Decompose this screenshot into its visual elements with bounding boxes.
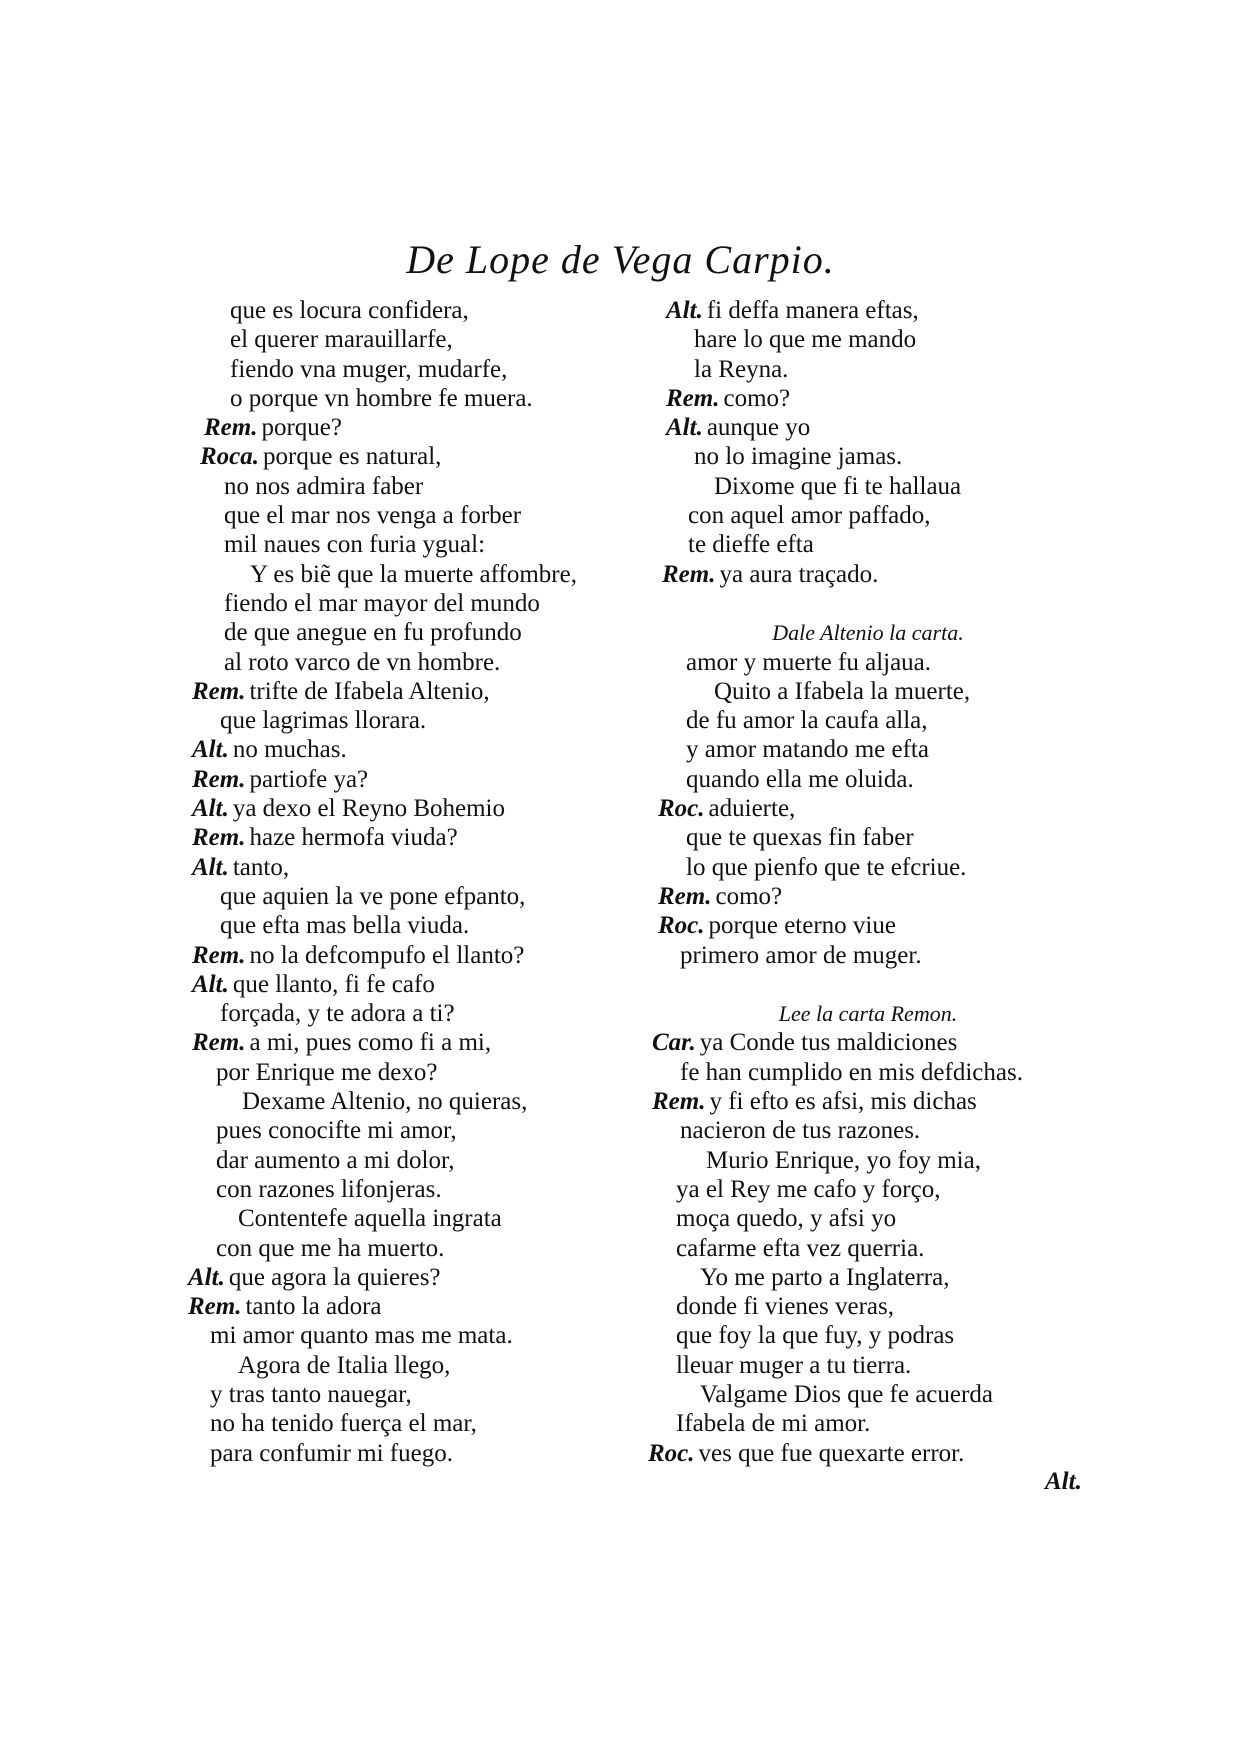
verse-text: pues conocifte mi amor, <box>216 1117 457 1145</box>
verse-line <box>648 384 1088 413</box>
verse-line <box>648 355 1088 384</box>
verse-line <box>648 735 1088 764</box>
verse-line <box>648 1321 1088 1350</box>
verse-text: porque es natural, <box>263 443 442 471</box>
verse-line <box>188 589 658 618</box>
stage-direction: Dale Altenio la carta. <box>772 620 964 646</box>
page-header: De Lope de Vega Carpio. <box>406 237 835 282</box>
verse-line <box>648 296 1088 325</box>
verse-line <box>188 1028 658 1057</box>
verse-line <box>188 1087 658 1116</box>
verse-text: Y es biẽ que la muerte affombre, <box>250 560 577 588</box>
verse-line <box>648 472 1088 501</box>
verse-line <box>648 1087 1088 1116</box>
verse-line <box>188 1175 658 1204</box>
verse-text: tanto, <box>232 853 290 881</box>
verse-text: por Enrique me dexo? <box>216 1058 438 1086</box>
verse-line <box>188 472 658 501</box>
verse-text: para confumir mi fuego. <box>210 1439 453 1467</box>
verse-line <box>648 677 1088 706</box>
verse-line <box>188 1116 658 1145</box>
speaker-label: Roc. <box>648 1439 695 1467</box>
verse-text: al roto varco de vn hombre. <box>224 648 501 676</box>
blank-line <box>648 970 1088 999</box>
verse-text: que lagrimas llorara. <box>220 707 427 735</box>
verse-text: Valgame Dios que fe acuerda <box>700 1380 993 1408</box>
verse-text: mi amor quanto mas me mata. <box>210 1322 513 1350</box>
verse-line <box>188 501 658 530</box>
verse-text: moça quedo, y afsi yo <box>676 1205 897 1233</box>
verse-line <box>648 1175 1088 1204</box>
verse-line <box>648 1439 1088 1468</box>
verse-text: donde fi vienes veras, <box>676 1293 894 1321</box>
verse-text: lleuar muger a tu tierra. <box>676 1351 912 1379</box>
speaker-label: Rem. <box>188 1293 242 1321</box>
verse-line <box>648 794 1088 823</box>
catchword: Alt. <box>1045 1468 1082 1495</box>
verse-text: de que anegue en fu profundo <box>224 619 522 647</box>
verse-text: que foy la que fuy, y podras <box>676 1322 955 1350</box>
verse-text: y tras tanto nauegar, <box>210 1380 412 1408</box>
verse-line <box>648 1204 1088 1233</box>
verse-line <box>188 882 658 911</box>
speaker-label: Roc. <box>658 912 705 940</box>
verse-text: y amor matando me efta <box>686 736 929 764</box>
verse-line <box>648 1116 1088 1145</box>
verse-text: fiendo el mar mayor del mundo <box>224 589 540 617</box>
left-column <box>188 296 658 1468</box>
verse-text: nacieron de tus razones. <box>680 1117 921 1145</box>
verse-line <box>648 882 1088 911</box>
verse-line <box>648 325 1088 354</box>
verse-text: ya aura traçado. <box>719 560 879 588</box>
verse-line <box>648 706 1088 735</box>
verse-text: dar aumento a mi dolor, <box>216 1146 455 1174</box>
verse-text: aduierte, <box>708 795 796 823</box>
verse-line <box>188 1204 658 1233</box>
verse-text: Contentefe aquella ingrata <box>238 1205 502 1233</box>
verse-line <box>648 823 1088 852</box>
verse-line <box>188 999 658 1028</box>
verse-text: no muchas. <box>232 736 347 764</box>
verse-line <box>188 355 658 384</box>
verse-line <box>188 941 658 970</box>
speaker-label: Alt. <box>192 736 229 764</box>
speaker-label: Rem. <box>192 765 246 793</box>
verse-line <box>648 1058 1088 1087</box>
speaker-label: Rem. <box>204 414 258 442</box>
verse-line <box>648 1292 1088 1321</box>
verse-line <box>188 677 658 706</box>
speaker-label: Alt. <box>192 970 229 998</box>
verse-text: Murio Enrique, yo foy mia, <box>706 1146 981 1174</box>
verse-text: la Reyna. <box>694 355 789 383</box>
verse-text: ves que fue quexarte error. <box>698 1439 965 1467</box>
speaker-label: Alt. <box>666 414 703 442</box>
verse-text: de fu amor la caufa alla, <box>686 707 928 735</box>
verse-line <box>648 1263 1088 1292</box>
verse-text: forçada, y te adora a ti? <box>220 1000 455 1028</box>
verse-text: fe han cumplido en mis defdichas. <box>680 1058 1023 1086</box>
blank-line <box>648 589 1088 618</box>
verse-line <box>188 1058 658 1087</box>
verse-line <box>188 1146 658 1175</box>
verse-text: a mi, pues como fi a mi, <box>249 1029 492 1057</box>
verse-text: que efta mas bella viuda. <box>220 912 470 940</box>
verse-line <box>648 1028 1088 1057</box>
verse-text: trifte de Ifabela Altenio, <box>249 677 490 705</box>
speaker-label: Rem. <box>192 824 246 852</box>
verse-line <box>188 296 658 325</box>
verse-text: ya dexo el Reyno Bohemio <box>232 795 505 823</box>
verse-text: no nos admira faber <box>224 472 424 500</box>
verse-text: no la defcompufo el llanto? <box>249 941 525 969</box>
verse-text: hare lo que me mando <box>694 326 917 354</box>
verse-text: que es locura confidera, <box>230 297 469 324</box>
speaker-label: Rem. <box>192 677 246 705</box>
verse-text: que te quexas fin faber <box>686 824 914 852</box>
verse-text: lo que pienfo que te efcriue. <box>686 853 967 881</box>
verse-line <box>648 1351 1088 1380</box>
speaker-label: Roca. <box>200 443 260 471</box>
verse-text: mil naues con furia ygual: <box>224 531 486 559</box>
verse-text: primero amor de muger. <box>680 941 922 969</box>
verse-text: Quito a Ifabela la muerte, <box>714 677 971 705</box>
speaker-label: Alt. <box>192 795 229 823</box>
verse-text: aunque yo <box>706 414 811 442</box>
right-column <box>648 296 1088 1468</box>
verse-line <box>188 1234 658 1263</box>
verse-text: o porque vn hombre fe muera. <box>230 384 533 412</box>
verse-line <box>188 1380 658 1409</box>
verse-line <box>648 1409 1088 1438</box>
verse-line <box>648 1146 1088 1175</box>
verse-line <box>188 648 658 677</box>
verse-text: Yo me parto a Inglaterra, <box>700 1263 950 1291</box>
verse-line <box>188 530 658 559</box>
verse-text: te dieffe efta <box>688 531 814 559</box>
verse-line <box>188 1263 658 1292</box>
verse-text: Agora de Italia llego, <box>238 1351 451 1379</box>
verse-line <box>188 735 658 764</box>
speaker-label: Rem. <box>192 941 246 969</box>
verse-text: que el mar nos venga a forber <box>224 502 522 530</box>
verse-line <box>188 442 658 471</box>
verse-line <box>188 1292 658 1321</box>
speaker-label: Rem. <box>652 1088 706 1116</box>
verse-text: que llanto, fi fe cafo <box>232 970 435 998</box>
verse-line <box>188 560 658 589</box>
verse-line <box>188 1439 658 1468</box>
verse-text: no lo imagine jamas. <box>694 443 903 471</box>
verse-text: y fi efto es afsi, mis dichas <box>709 1088 977 1116</box>
verse-text: Dexame Altenio, no quieras, <box>242 1088 528 1116</box>
verse-text: Ifabela de mi amor. <box>676 1410 871 1438</box>
verse-line <box>188 1351 658 1380</box>
verse-line <box>188 765 658 794</box>
verse-line <box>188 413 658 442</box>
verse-text: ya Conde tus maldiciones <box>699 1029 958 1057</box>
verse-text: como? <box>723 384 791 412</box>
verse-text: haze hermofa viuda? <box>249 824 458 852</box>
verse-line <box>188 970 658 999</box>
speaker-label: Alt. <box>666 297 703 324</box>
verse-text: el querer marauillarfe, <box>230 326 453 354</box>
verse-line <box>188 1409 658 1438</box>
verse-text: que agora la quieres? <box>228 1263 441 1291</box>
verse-text: no ha tenido fuerça el mar, <box>210 1410 477 1438</box>
verse-line <box>188 794 658 823</box>
speaker-label: Roc. <box>658 795 705 823</box>
verse-line <box>648 442 1088 471</box>
verse-line <box>648 1234 1088 1263</box>
speaker-label: Rem. <box>662 560 716 588</box>
verse-text: con aquel amor paffado, <box>688 502 931 530</box>
verse-line <box>648 765 1088 794</box>
speaker-label: Rem. <box>666 384 720 412</box>
verse-line <box>648 530 1088 559</box>
verse-text: con que me ha muerto. <box>216 1234 445 1262</box>
verse-text: quando ella me oluida. <box>686 765 914 793</box>
verse-line <box>648 853 1088 882</box>
verse-text: cafarme efta vez querria. <box>676 1234 925 1262</box>
verse-line <box>648 941 1088 970</box>
verse-text: partiofe ya? <box>249 765 369 793</box>
verse-line <box>188 823 658 852</box>
verse-line <box>648 911 1088 940</box>
verse-text: que aquien la ve pone efpanto, <box>220 882 526 910</box>
verse-text: ya el Rey me cafo y forço, <box>676 1175 941 1203</box>
speaker-label: Alt. <box>192 853 229 881</box>
verse-line <box>188 618 658 647</box>
verse-line <box>188 1321 658 1350</box>
verse-line <box>648 648 1088 677</box>
verse-line <box>188 325 658 354</box>
verse-line <box>188 706 658 735</box>
verse-text: porque? <box>261 414 342 442</box>
verse-line <box>188 853 658 882</box>
speaker-label: Rem. <box>658 882 712 910</box>
verse-line <box>648 1380 1088 1409</box>
verse-text: fiendo vna muger, mudarfe, <box>230 355 508 383</box>
verse-line <box>648 501 1088 530</box>
verse-line <box>188 911 658 940</box>
speaker-label: Car. <box>652 1029 696 1057</box>
verse-text: amor y muerte fu aljaua. <box>686 648 932 676</box>
speaker-label: Rem. <box>192 1029 246 1057</box>
verse-text: Dixome que fi te hallaua <box>714 472 962 500</box>
verse-text: como? <box>715 882 783 910</box>
verse-line <box>188 384 658 413</box>
speaker-label: Alt. <box>188 1263 225 1291</box>
verse-line <box>648 413 1088 442</box>
verse-text: con razones lifonjeras. <box>216 1175 442 1203</box>
verse-line <box>648 560 1088 589</box>
verse-text: fi deffa manera eftas, <box>706 297 919 324</box>
verse-text: tanto la adora <box>245 1293 382 1321</box>
stage-direction: Lee la carta Remon. <box>778 1001 958 1027</box>
verse-text: porque eterno viue <box>708 912 896 940</box>
